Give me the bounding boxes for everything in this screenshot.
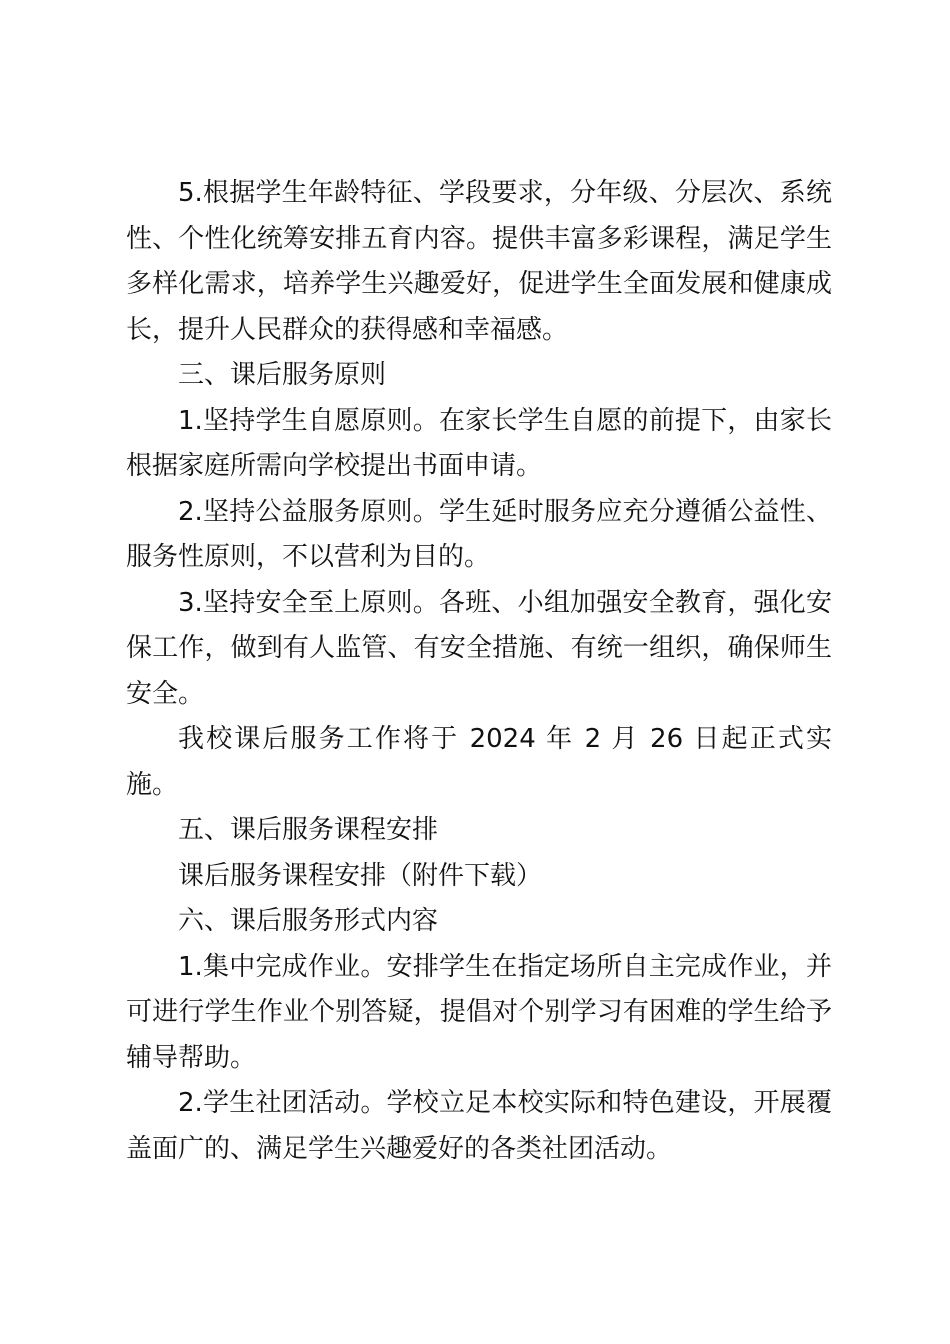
paragraph-voluntary-principle: 1.坚持学生自愿原则。在家长学生自愿的前提下，由家长根据家庭所需向学校提出书面申请。 [126, 405, 832, 481]
document-page [126, 171, 832, 1172]
paragraph-safety-principle: 3.坚持安全至上原则。各班、小组加强安全教育，强化安保工作，做到有人监管、有安全措施、有统一组织，确保师生安全。 [126, 587, 832, 709]
paragraph-public-welfare-principle: 2.坚持公益服务原则。学生延时服务应充分遵循公益性、服务性原则，不以营利为目的。 [126, 496, 832, 572]
attachment-download-link[interactable]: 课后服务课程安排（附件下载） [178, 860, 543, 891]
paragraph-principle-5: 5.根据学生年龄特征、学段要求，分年级、分层次、系统性、个性化统筹安排五育内容。提供丰富多彩课程，满足学生多样化需求，培养学生兴趣爱好，促进学生全面发展和健康成长，提升人民群众的获得感和幸福感。 [126, 178, 832, 345]
paragraph-homework-completion: 1.集中完成作业。安排学生在指定场所自主完成作业，并可进行学生作业个别答疑，提倡对个别学习有困难的学生给予辅导帮助。 [126, 951, 832, 1073]
section-heading-service-principles: 三、课后服务原则 [178, 360, 387, 390]
paragraph-start-date: 我校课后服务工作将于 2024 年 2 月 26 日起正式实施。 [126, 724, 832, 800]
paragraph-club-activities: 2.学生社团活动。学校立足本校实际和特色建设，开展覆盖面广的、满足学生兴趣爱好的各类社团活动。 [126, 1088, 832, 1164]
section-heading-service-forms: 六、课后服务形式内容 [178, 906, 439, 936]
section-heading-course-schedule: 五、课后服务课程安排 [178, 815, 439, 845]
